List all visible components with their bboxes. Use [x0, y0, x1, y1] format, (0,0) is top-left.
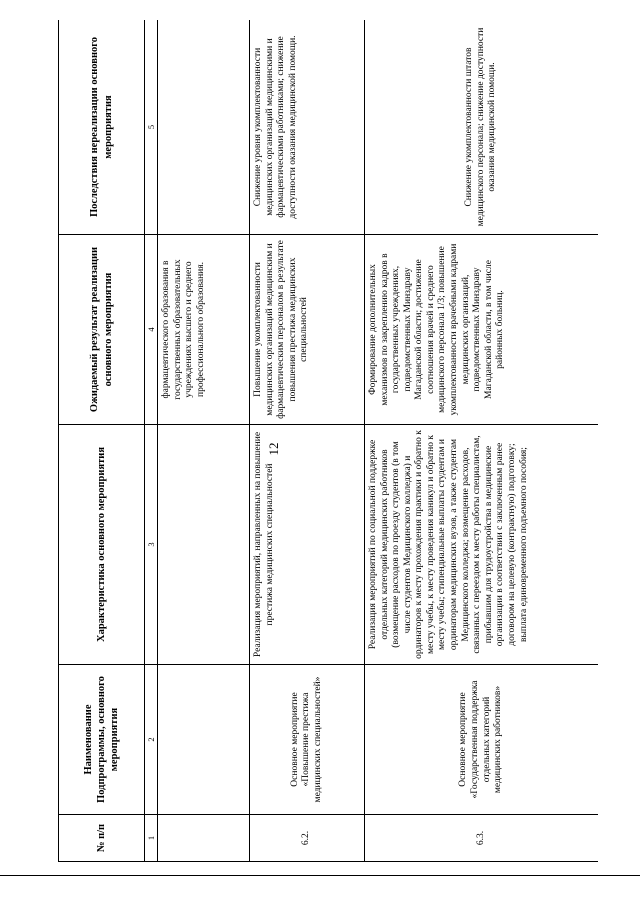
row-2-num: 6.3. — [365, 814, 598, 861]
row-1-name — [250, 664, 365, 814]
row-2-consequence — [365, 20, 598, 234]
row-0-name — [158, 664, 250, 814]
row-1-result — [250, 234, 365, 424]
row-1-characteristic — [250, 424, 365, 664]
header-num: № п/п — [59, 814, 145, 861]
row-2-result-text: Формирование дополнительных механизмов по закреплению кадров в государственных учреждениях, подведомственных Минздраву Магаданской области; достижение соотношения врачей и среднего медицинского персонала 1/3; повышение укомплектованности врачебными кадрами медицинских организаций, подведомственных Минздраву Магаданской области, в том числе районных больниц. — [368, 243, 506, 416]
page-bottom-rule — [0, 875, 640, 876]
measures-table — [58, 20, 598, 862]
row-2-characteristic — [365, 424, 598, 664]
header-consequence: Последствия нереализации основного мероприятия — [59, 20, 145, 234]
header-name: Наименование Подпрограммы, основного мероприятия — [59, 664, 145, 814]
row-1-result-text: Повышение укомплектованности медицинских организаций медицинским и фармацевтическим персоналом в результате повышения престижа медицинских специальностей — [253, 240, 310, 419]
row-2-name-text: Основное мероприятие «Государственная поддержка отдельных категорий медицинских работников» — [458, 680, 504, 799]
row-0-num — [158, 814, 250, 861]
row-0-result — [158, 234, 250, 424]
row-1-num: 6.2. — [250, 814, 365, 861]
column-number-1: 1 — [145, 814, 158, 861]
header-result: Ожидаемый результат реализации основного мероприятия — [59, 234, 145, 424]
column-number-3: 3 — [145, 424, 158, 664]
rotated-table-container — [58, 20, 598, 862]
row-1-consequence — [250, 20, 365, 234]
column-number-5: 5 — [145, 20, 158, 234]
row-0-consequence — [158, 20, 250, 234]
row-2-name — [365, 664, 598, 814]
row-0-characteristic — [158, 424, 250, 664]
column-number-4: 4 — [145, 234, 158, 424]
row-1-consequence-text: Снижение уровня укомплектованности медицинских организаций медицинскими и фармацевтическими работниками; снижение доступности оказания медицинской помощи. — [253, 35, 298, 219]
row-2-consequence-text: Снижение укомплектованности штатов медицинского персонала; снижение доступности оказания медицинской помощи. — [464, 27, 498, 227]
row-2-characteristic-text: Реализация мероприятий по социальной поддержке отдельных категорий медицинских работников (возмещение расходов по проезду студентов (в том числе студентов Медицинского колледжа) и ординаторов к месту прохождения практики и обратно к месту учебы, к месту проведения каникул и обратно к месту учебы; стипендиальные выплаты студентам и ординаторам медицинских вузов, а также студентам Медицинского колледжа; возмещение расходов, связанных с переездом к месту работы специалистам, прибывшим для трудоустройства в медицинские организации в соответствии с заключенным ранее договором на целевую (контрактную) подготовку; выплата единовременного подъемного пособия; — [368, 430, 529, 659]
page-number: 12 — [266, 442, 281, 456]
row-1-name-text: Основное мероприятие «Повышение престижа медицинских специальностей» — [289, 676, 323, 803]
header-characteristic: Характеристика основного мероприятия — [59, 424, 145, 664]
row-1-characteristic-text: Реализация мероприятий, направленных на повышение престижа медицинских специальностей — [253, 431, 275, 658]
column-number-2: 2 — [145, 664, 158, 814]
row-0-result-text: фармацевтического образования в государственных образовательных учреждениях высшего и среднего профессионального образования. — [161, 259, 206, 400]
row-2-result — [365, 234, 598, 424]
